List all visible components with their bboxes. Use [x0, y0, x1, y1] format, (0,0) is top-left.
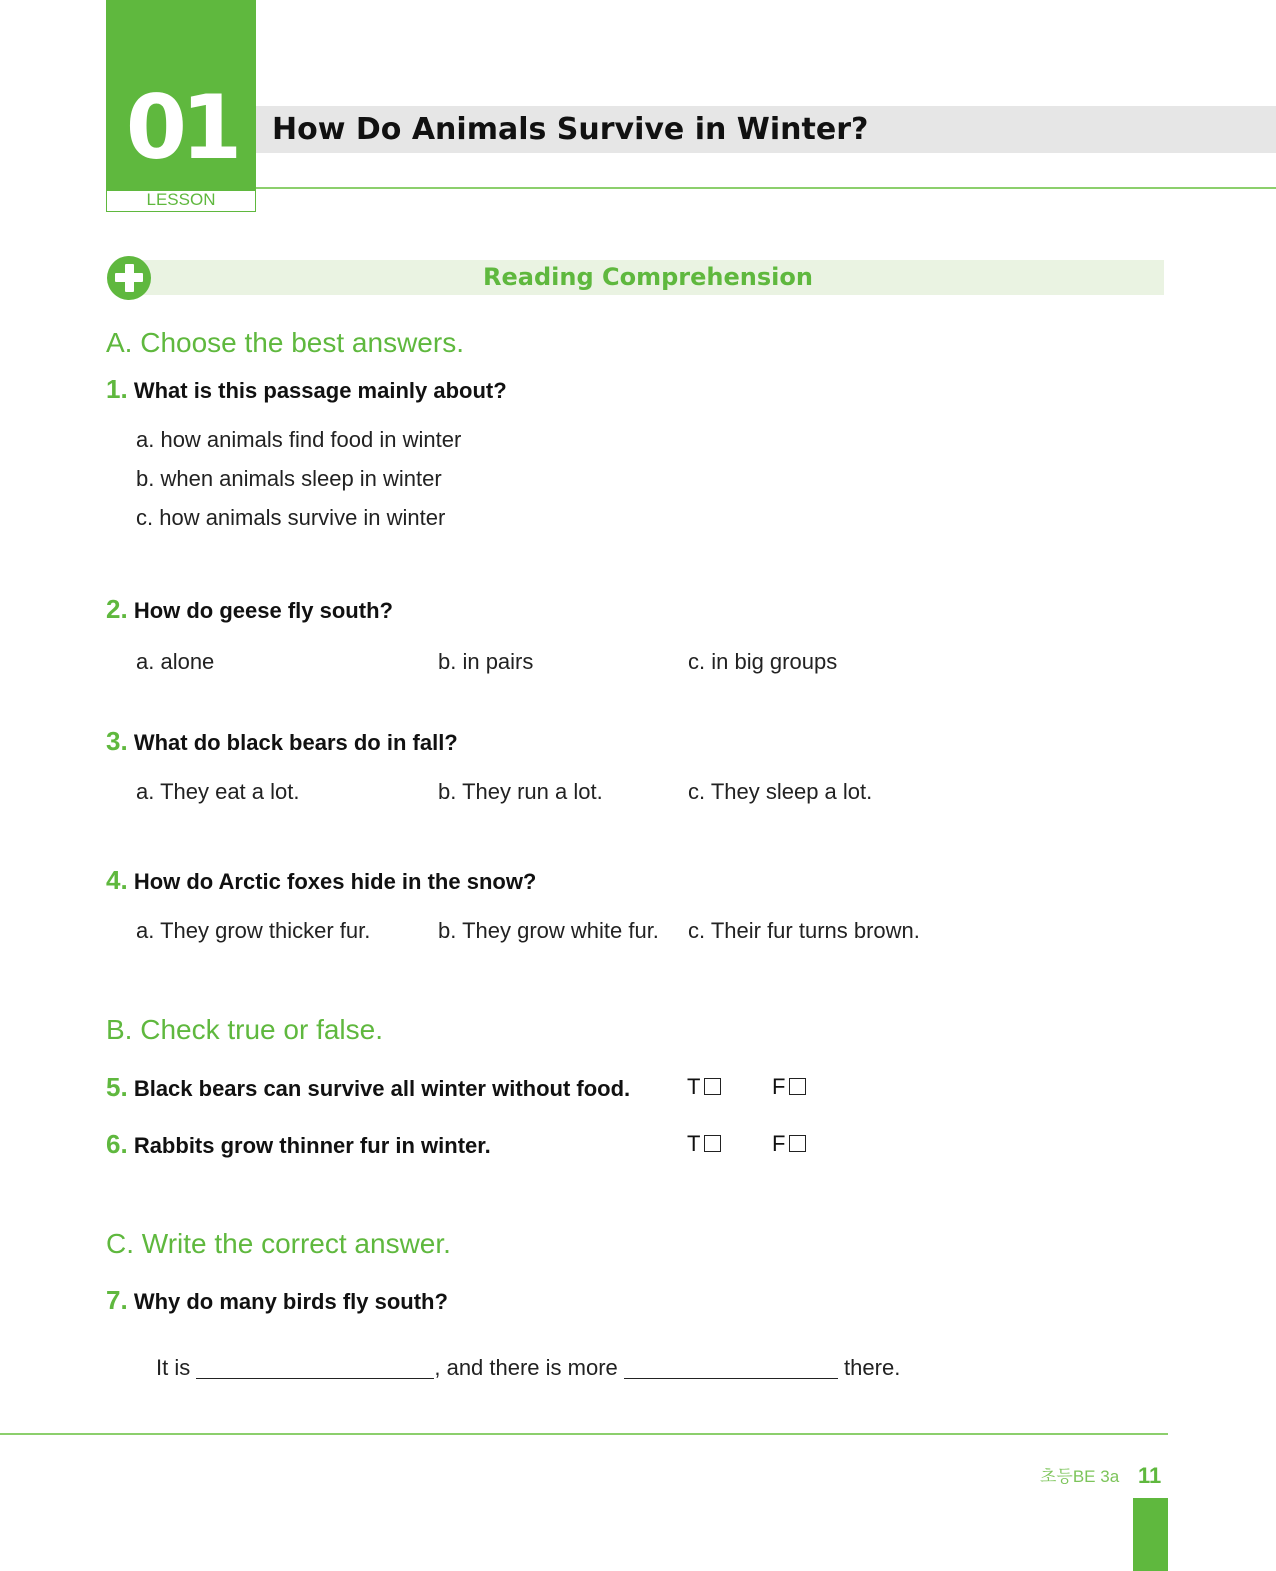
question-number: 1. [106, 374, 128, 404]
question-number: 6. [106, 1129, 128, 1159]
question-1 [106, 374, 507, 406]
option-4a[interactable]: a. They grow thicker fur. [136, 918, 371, 943]
question-3 [106, 726, 458, 758]
question-number: 4. [106, 865, 128, 895]
false-label: F [772, 1074, 786, 1099]
question-number: 7. [106, 1285, 128, 1315]
statement-text: Black bears can survive all winter without food. [133, 1076, 631, 1101]
answer-suffix: there. [844, 1355, 901, 1380]
page-tab [1133, 1498, 1168, 1571]
option-2a[interactable]: a. alone [136, 649, 215, 674]
question-7 [106, 1285, 448, 1317]
option-3b[interactable]: b. They run a lot. [438, 779, 603, 804]
option-3c[interactable]: c. They sleep a lot. [688, 779, 873, 804]
part-c-heading: C. Write the correct answer. [106, 1228, 451, 1259]
answer-blank-1[interactable] [196, 1358, 434, 1379]
checkbox-icon[interactable] [789, 1078, 806, 1095]
lesson-label: LESSON [146, 190, 216, 209]
option-2c[interactable]: c. in big groups [688, 649, 838, 674]
false-checkbox-5[interactable] [772, 1072, 806, 1102]
false-checkbox-6[interactable] [772, 1129, 806, 1159]
statement-6 [106, 1129, 491, 1161]
true-label: T [687, 1074, 701, 1099]
page-number: 11 [1138, 1463, 1162, 1488]
statement-5 [106, 1072, 630, 1104]
question-number: 5. [106, 1072, 128, 1102]
part-a-heading: A. Choose the best answers. [106, 327, 464, 358]
question-4 [106, 865, 536, 897]
checkbox-icon[interactable] [789, 1135, 806, 1152]
option-3a[interactable]: a. They eat a lot. [136, 779, 300, 804]
answer-middle: , and there is more [434, 1355, 618, 1380]
title-divider [256, 187, 1276, 189]
option-1a[interactable]: a. how animals find food in winter [136, 427, 462, 452]
option-4c[interactable]: c. Their fur turns brown. [688, 918, 920, 943]
statement-text: Rabbits grow thinner fur in winter. [133, 1133, 491, 1158]
false-label: F [772, 1131, 786, 1156]
question-text: What is this passage mainly about? [133, 378, 507, 403]
checkbox-icon[interactable] [704, 1135, 721, 1152]
book-label: 초등BE 3a [1040, 1467, 1120, 1486]
lesson-number: 01 [125, 76, 237, 179]
question-number: 2. [106, 594, 128, 624]
lesson-title: How Do Animals Survive in Winter? [272, 112, 869, 147]
section-title: Reading Comprehension [483, 263, 813, 291]
true-checkbox-5[interactable] [687, 1072, 721, 1102]
footer-divider [0, 1433, 1168, 1435]
answer-prefix: It is [156, 1355, 191, 1380]
question-text: Why do many birds fly south? [133, 1289, 448, 1314]
question-text: What do black bears do in fall? [133, 730, 458, 755]
question-number: 3. [106, 726, 128, 756]
answer-blank-2[interactable] [624, 1358, 838, 1379]
true-checkbox-6[interactable] [687, 1129, 721, 1159]
checkbox-icon[interactable] [704, 1078, 721, 1095]
option-2b[interactable]: b. in pairs [438, 649, 534, 674]
true-label: T [687, 1131, 701, 1156]
question-text: How do Arctic foxes hide in the snow? [133, 869, 537, 894]
question-2 [106, 594, 393, 626]
option-1b[interactable]: b. when animals sleep in winter [136, 466, 442, 491]
part-b-heading: B. Check true or false. [106, 1014, 384, 1045]
answer-sentence [156, 1353, 900, 1383]
option-1c[interactable]: c. how animals survive in winter [136, 505, 446, 530]
question-text: How do geese fly south? [133, 598, 393, 623]
option-4b[interactable]: b. They grow white fur. [438, 918, 659, 943]
